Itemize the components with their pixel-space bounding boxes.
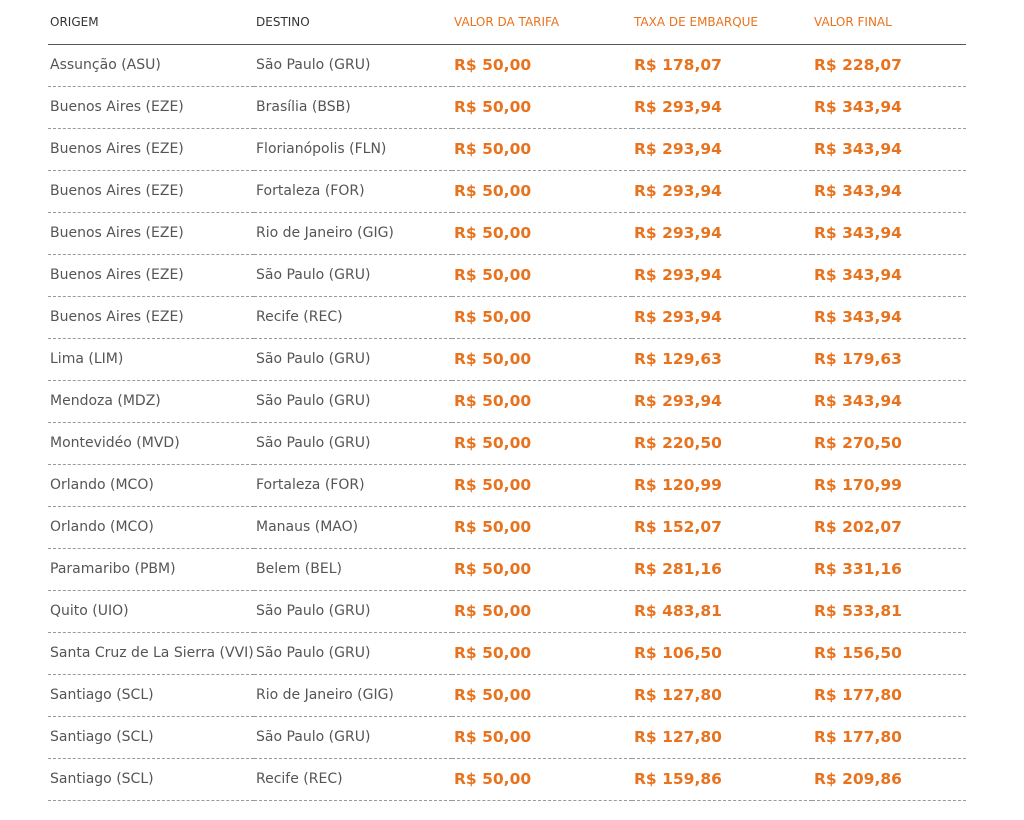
header-valor-da-tarifa: VALOR DA TARIFA [452, 0, 632, 44]
cell-destino: Brasília (BSB) [254, 86, 452, 128]
cell-valor-da-tarifa: R$ 50,00 [452, 44, 632, 86]
cell-destino: Rio de Janeiro (GIG) [254, 674, 452, 716]
cell-origem: Montevidéo (MVD) [48, 422, 254, 464]
table-row [48, 716, 966, 758]
table-row [48, 254, 966, 296]
cell-taxa-de-embarque: R$ 106,50 [632, 632, 812, 674]
cell-valor-final: R$ 343,94 [812, 128, 966, 170]
table-row [48, 296, 966, 338]
table-row [48, 338, 966, 380]
cell-origem: Mendoza (MDZ) [48, 380, 254, 422]
cell-valor-da-tarifa: R$ 50,00 [452, 296, 632, 338]
cell-valor-da-tarifa: R$ 50,00 [452, 212, 632, 254]
cell-valor-da-tarifa: R$ 50,00 [452, 590, 632, 632]
cell-valor-da-tarifa: R$ 50,00 [452, 506, 632, 548]
cell-valor-da-tarifa: R$ 50,00 [452, 464, 632, 506]
cell-origem: Paramaribo (PBM) [48, 548, 254, 590]
cell-origem: Santiago (SCL) [48, 716, 254, 758]
cell-taxa-de-embarque: R$ 178,07 [632, 44, 812, 86]
cell-valor-final: R$ 202,07 [812, 506, 966, 548]
cell-taxa-de-embarque: R$ 293,94 [632, 296, 812, 338]
table-row [48, 506, 966, 548]
cell-destino: São Paulo (GRU) [254, 254, 452, 296]
cell-origem: Orlando (MCO) [48, 464, 254, 506]
cell-valor-final: R$ 343,94 [812, 86, 966, 128]
cell-destino: Fortaleza (FOR) [254, 464, 452, 506]
table-row [48, 212, 966, 254]
cell-taxa-de-embarque: R$ 293,94 [632, 254, 812, 296]
cell-origem: Orlando (MCO) [48, 506, 254, 548]
cell-valor-final: R$ 343,94 [812, 254, 966, 296]
cell-valor-da-tarifa: R$ 50,00 [452, 422, 632, 464]
cell-destino: São Paulo (GRU) [254, 422, 452, 464]
cell-valor-final: R$ 177,80 [812, 674, 966, 716]
cell-valor-final: R$ 270,50 [812, 422, 966, 464]
cell-taxa-de-embarque: R$ 129,63 [632, 338, 812, 380]
cell-valor-final: R$ 177,80 [812, 716, 966, 758]
cell-taxa-de-embarque: R$ 293,94 [632, 86, 812, 128]
table-row [48, 128, 966, 170]
cell-valor-final: R$ 179,63 [812, 338, 966, 380]
cell-taxa-de-embarque: R$ 293,94 [632, 170, 812, 212]
cell-origem: Buenos Aires (EZE) [48, 170, 254, 212]
cell-destino: Florianópolis (FLN) [254, 128, 452, 170]
cell-destino: São Paulo (GRU) [254, 44, 452, 86]
cell-valor-final: R$ 343,94 [812, 170, 966, 212]
cell-valor-da-tarifa: R$ 50,00 [452, 674, 632, 716]
cell-origem: Quito (UIO) [48, 590, 254, 632]
table-row [48, 758, 966, 800]
cell-taxa-de-embarque: R$ 483,81 [632, 590, 812, 632]
cell-valor-final: R$ 156,50 [812, 632, 966, 674]
fare-table [48, 0, 966, 801]
cell-taxa-de-embarque: R$ 293,94 [632, 380, 812, 422]
cell-destino: São Paulo (GRU) [254, 380, 452, 422]
cell-destino: Recife (REC) [254, 296, 452, 338]
cell-destino: Manaus (MAO) [254, 506, 452, 548]
cell-valor-final: R$ 343,94 [812, 380, 966, 422]
cell-destino: São Paulo (GRU) [254, 590, 452, 632]
cell-valor-da-tarifa: R$ 50,00 [452, 716, 632, 758]
cell-destino: São Paulo (GRU) [254, 632, 452, 674]
table-row [48, 674, 966, 716]
table-row [48, 548, 966, 590]
cell-destino: Fortaleza (FOR) [254, 170, 452, 212]
cell-taxa-de-embarque: R$ 281,16 [632, 548, 812, 590]
cell-valor-final: R$ 533,81 [812, 590, 966, 632]
cell-taxa-de-embarque: R$ 127,80 [632, 674, 812, 716]
table-row [48, 632, 966, 674]
cell-valor-final: R$ 343,94 [812, 212, 966, 254]
cell-origem: Assunção (ASU) [48, 44, 254, 86]
cell-origem: Buenos Aires (EZE) [48, 128, 254, 170]
header-origem: ORIGEM [48, 0, 254, 44]
table-row [48, 380, 966, 422]
cell-valor-final: R$ 331,16 [812, 548, 966, 590]
cell-origem: Buenos Aires (EZE) [48, 212, 254, 254]
cell-valor-da-tarifa: R$ 50,00 [452, 380, 632, 422]
cell-destino: São Paulo (GRU) [254, 716, 452, 758]
cell-valor-da-tarifa: R$ 50,00 [452, 254, 632, 296]
cell-destino: Belem (BEL) [254, 548, 452, 590]
cell-taxa-de-embarque: R$ 220,50 [632, 422, 812, 464]
table-row [48, 590, 966, 632]
cell-valor-final: R$ 343,94 [812, 296, 966, 338]
cell-valor-da-tarifa: R$ 50,00 [452, 548, 632, 590]
header-taxa-de-embarque: TAXA DE EMBARQUE [632, 0, 812, 44]
cell-valor-da-tarifa: R$ 50,00 [452, 338, 632, 380]
table-row [48, 170, 966, 212]
header-destino: DESTINO [254, 0, 452, 44]
table-body [48, 44, 966, 800]
cell-taxa-de-embarque: R$ 152,07 [632, 506, 812, 548]
cell-valor-final: R$ 170,99 [812, 464, 966, 506]
cell-origem: Buenos Aires (EZE) [48, 254, 254, 296]
cell-origem: Santiago (SCL) [48, 674, 254, 716]
cell-destino: São Paulo (GRU) [254, 338, 452, 380]
header-valor-final: VALOR FINAL [812, 0, 966, 44]
table-row [48, 422, 966, 464]
table-row [48, 464, 966, 506]
cell-destino: Recife (REC) [254, 758, 452, 800]
cell-origem: Buenos Aires (EZE) [48, 86, 254, 128]
cell-taxa-de-embarque: R$ 293,94 [632, 212, 812, 254]
cell-valor-final: R$ 209,86 [812, 758, 966, 800]
header-row [48, 0, 966, 44]
cell-origem: Lima (LIM) [48, 338, 254, 380]
cell-taxa-de-embarque: R$ 120,99 [632, 464, 812, 506]
cell-valor-da-tarifa: R$ 50,00 [452, 758, 632, 800]
cell-origem: Buenos Aires (EZE) [48, 296, 254, 338]
cell-taxa-de-embarque: R$ 159,86 [632, 758, 812, 800]
cell-taxa-de-embarque: R$ 293,94 [632, 128, 812, 170]
cell-valor-da-tarifa: R$ 50,00 [452, 632, 632, 674]
cell-origem: Santiago (SCL) [48, 758, 254, 800]
cell-destino: Rio de Janeiro (GIG) [254, 212, 452, 254]
cell-taxa-de-embarque: R$ 127,80 [632, 716, 812, 758]
table-header [48, 0, 966, 44]
cell-valor-da-tarifa: R$ 50,00 [452, 170, 632, 212]
cell-valor-final: R$ 228,07 [812, 44, 966, 86]
cell-valor-da-tarifa: R$ 50,00 [452, 128, 632, 170]
cell-origem: Santa Cruz de La Sierra (VVI) [48, 632, 254, 674]
cell-valor-da-tarifa: R$ 50,00 [452, 86, 632, 128]
table-row [48, 86, 966, 128]
table-row [48, 44, 966, 86]
